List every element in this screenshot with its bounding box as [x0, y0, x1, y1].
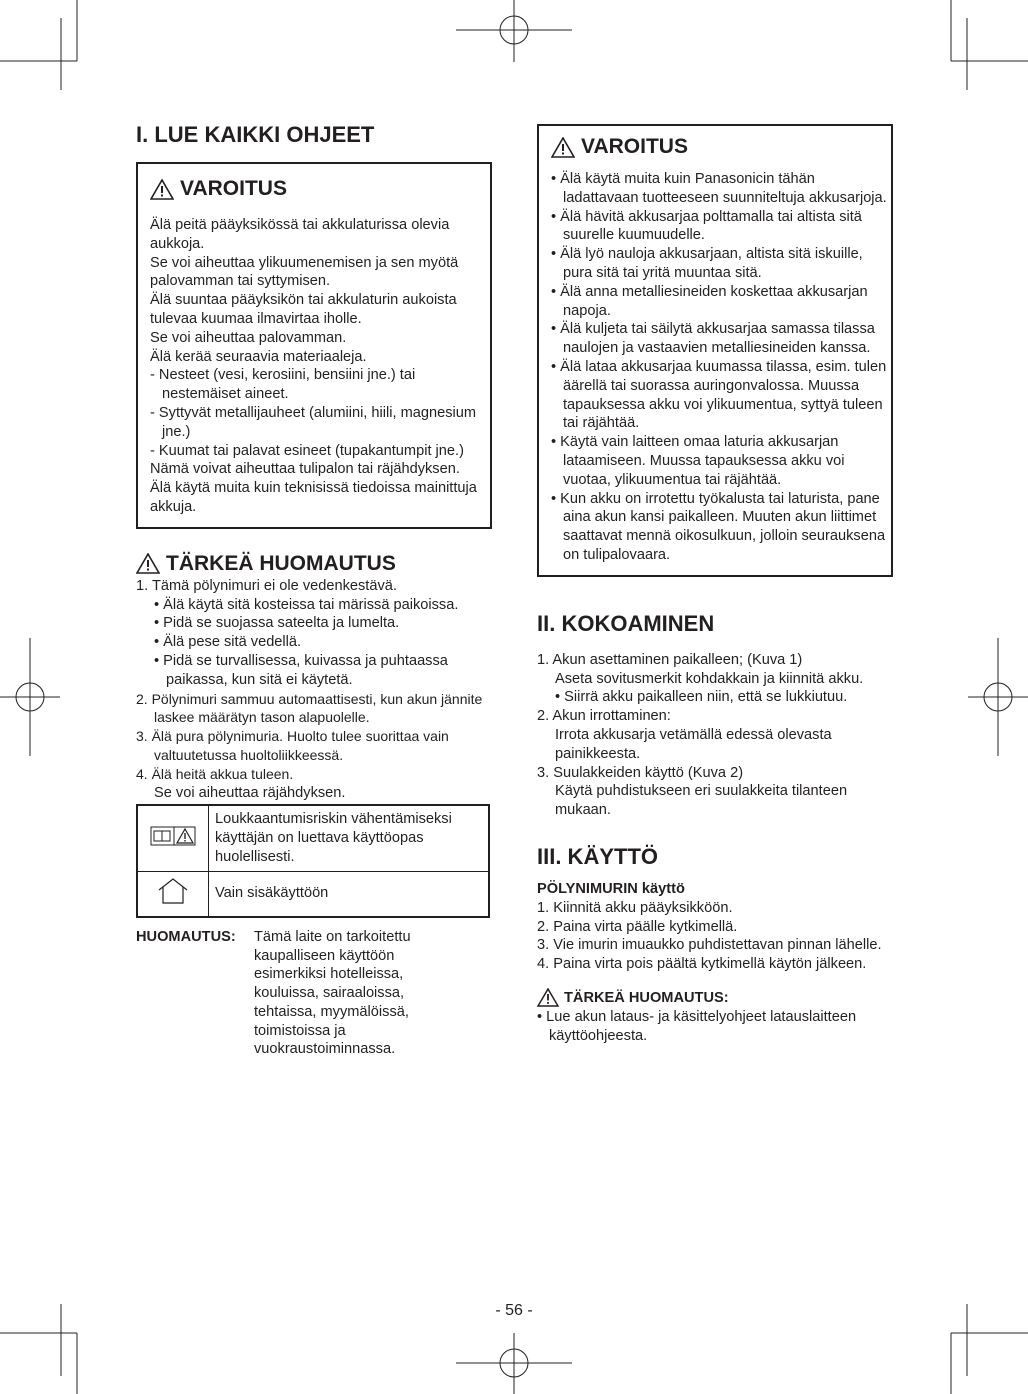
assembly-list: [537, 651, 893, 820]
warning-text: [150, 216, 478, 517]
warning-line: Älä kerää seuraavia materiaaleja.: [150, 348, 367, 365]
section-title-assembly: II. KOKOAMINEN: [537, 610, 715, 636]
warning-bullet: • Älä käytä muita kuin Panasonicin tähän ladattavaan tuotteeseen suunniteltuja akkusarjoja.: [551, 171, 887, 206]
assembly-text: Käytä puhdistukseen eri suulakkeita tilanteen mukaan.: [555, 783, 848, 819]
symbol-text: Vain sisäkäyttöön: [209, 871, 490, 917]
usage-important-bullet: • Lue akun lataus- ja käsittelyohjeet latauslaitteen käyttöohjeesta.: [537, 1008, 857, 1044]
note-text: Tämä laite on tarkoitettu kaupalliseen käyttöön esimerkiksi hotelleissa, kouluissa, sairaaloissa, tehtaissa, myymälöissä, toimistoissa ja vuokraustoiminnassa.: [254, 928, 411, 1058]
warning-bullet: • Älä anna metalliesineiden koskettaa akkusarjan napoja.: [551, 283, 868, 319]
warning-triangle-icon: [136, 553, 160, 574]
warning-line: Nämä voivat aiheuttaa tulipalon tai räjähdyksen.: [150, 461, 460, 478]
important-item: 2. Pölynimuri sammuu automaattisesti, kun akun jännite laskee määrätyn tason alapuolelle.: [136, 690, 483, 726]
important-notice: [136, 551, 492, 803]
important-bullet: • Älä pese sitä vedellä.: [154, 634, 302, 651]
usage-important-title: [537, 988, 893, 1008]
important-title-text: TÄRKEÄ HUOMAUTUS: [166, 551, 396, 575]
warning-triangle-icon: [551, 137, 575, 158]
assembly-text: Irrota akkusarja vetämällä edessä olevasta painikkeesta.: [555, 726, 832, 762]
warning-line: Se voi aiheuttaa palovamman.: [150, 329, 347, 346]
warning-box-left: [136, 162, 492, 529]
warning-title-text: VAROITUS: [180, 177, 287, 200]
warning-bullet: • Käytä vain laitteen omaa laturia akkusarjan lataamiseen. Muussa tapauksessa akku voi vuotaa, ylikuumentua tai räjähtää.: [551, 434, 845, 488]
assembly-item: 2. Akun irrottaminen:: [537, 708, 671, 725]
usage-step: 1. Kiinnitä akku pääyksikköön.: [537, 899, 733, 916]
symbol-icon-cell: [137, 805, 209, 871]
warning-title: [551, 134, 879, 160]
important-bullet: • Pidä se suojassa sateelta ja lumelta.: [154, 615, 400, 632]
usage-subtitle: PÖLYNIMURIN käyttö: [537, 880, 685, 897]
warning-bullet: • Älä hävitä akkusarjaa polttamalla tai altista sitä suurelle kuumuudelle.: [551, 208, 862, 244]
right-column: [537, 124, 893, 1045]
usage-important-text: [537, 1008, 893, 1046]
important-item: 3. Älä pura pölynimuria. Huolto tulee suorittaa vain valtuutetussa huoltoliikkeessä.: [136, 728, 449, 763]
warning-dash-item: - Nesteet (vesi, kerosiini, bensiini jne.) tai nestemäiset aineet.: [150, 367, 416, 403]
warning-box-right: [537, 124, 893, 577]
warning-dash-item: - Kuumat tai palavat esineet (tupakantumpit jne.): [150, 442, 464, 459]
symbol-text: Loukkaantumisriskin vähentämiseksi käyttäjän on luettava käyttöopas huolellisesti.: [209, 805, 490, 871]
important-bullet: • Älä käytä sitä kosteissa tai märissä paikoissa.: [154, 596, 459, 613]
symbol-table: [136, 804, 490, 917]
usage-step: 4. Paina virta pois päältä kytkimellä käytön jälkeen.: [537, 956, 867, 973]
warning-bullet: • Kun akku on irrotettu työkalusta tai laturista, pane aina akun kansi paikalleen. Muuten akun liittimet saattavat mennä oikosulkuun, jolloin seurauksena on tulipalovaara.: [551, 490, 886, 563]
warning-bullet: • Älä kuljeta tai säilytä akkusarjaa samassa tilassa naulojen ja vastaavien metalliesineiden kanssa.: [551, 321, 875, 357]
assembly-bullet: • Siirrä akku paikalleen niin, että se lukkiutuu.: [555, 689, 848, 706]
warning-line: Älä käytä muita kuin teknisissä tiedoissa mainittuja akkuja.: [150, 480, 477, 515]
assembly-item: 3. Suulakkeiden käyttö (Kuva 2): [537, 764, 744, 781]
warning-triangle-icon: [150, 179, 174, 200]
assembly-item: 1. Akun asettaminen paikalleen; (Kuva 1): [537, 651, 803, 668]
note: [136, 928, 492, 1060]
usage-step: 3. Vie imurin imuaukko puhdistettavan pinnan lähelle.: [537, 937, 882, 954]
warning-dash-item: - Syttyvät metallijauheet (alumiini, hiili, magnesium jne.): [150, 404, 477, 440]
important-list: [136, 577, 492, 803]
usage-steps: [537, 899, 893, 974]
section-title-usage: III. KÄYTTÖ: [537, 843, 658, 869]
warning-title-text: VAROITUS: [581, 135, 688, 158]
important-item: 4. Älä heitä akkua tuleen.: [136, 765, 294, 782]
section-title-read-instructions: I. LUE KAIKKI OHJEET: [136, 122, 375, 147]
symbol-row: [137, 805, 489, 871]
note-label: HUOMAUTUS:: [136, 928, 236, 945]
house-icon: [156, 877, 190, 905]
page-number: - 56 -: [495, 1302, 533, 1319]
warning-line: Älä peitä pääyksikössä tai akkulaturissa olevia aukkoja.: [150, 217, 450, 252]
warning-line: Se voi aiheuttaa ylikuumenemisen ja sen myötä palovamman tai syttymisen.: [150, 254, 459, 290]
warning-triangle-icon: [537, 988, 559, 1007]
warning-title: [150, 176, 478, 202]
warning-line: Älä suuntaa pääyksikön tai akkulaturin aukoista tulevaa kuumaa ilmavirtaa iholle.: [150, 292, 457, 327]
left-column: [136, 122, 492, 1059]
important-bullet: • Pidä se turvallisessa, kuivassa ja puhtaassa paikassa, kun sitä ei käytetä.: [154, 652, 448, 688]
important-title: [136, 551, 492, 577]
usage-important-title-text: TÄRKEÄ HUOMAUTUS:: [564, 989, 729, 1006]
warning-bullet: • Älä lyö nauloja akkusarjaan, altista sitä iskuille, pura sitä tai yritä muuntaa sitä.: [551, 246, 863, 281]
warning-bullets: [551, 170, 887, 565]
important-sub: Se voi aiheuttaa räjähdyksen.: [154, 784, 346, 801]
symbol-row: [137, 871, 489, 917]
usage-step: 2. Paina virta päälle kytkimellä.: [537, 918, 738, 935]
symbol-icon-cell: [137, 871, 209, 917]
manual-warning-icon: [150, 825, 196, 847]
warning-bullet: • Älä lataa akkusarjaa kuumassa tilassa, esim. tulen äärellä tai suorassa auringonvalossa. Muussa tapauksessa akku voi ylikuumentua, syttyä tuleen tai räjähtää.: [551, 358, 887, 432]
assembly-text: Aseta sovitusmerkit kohdakkain ja kiinnitä akku.: [555, 670, 864, 687]
important-item: 1. Tämä pölynimuri ei ole vedenkestävä.: [136, 577, 397, 594]
